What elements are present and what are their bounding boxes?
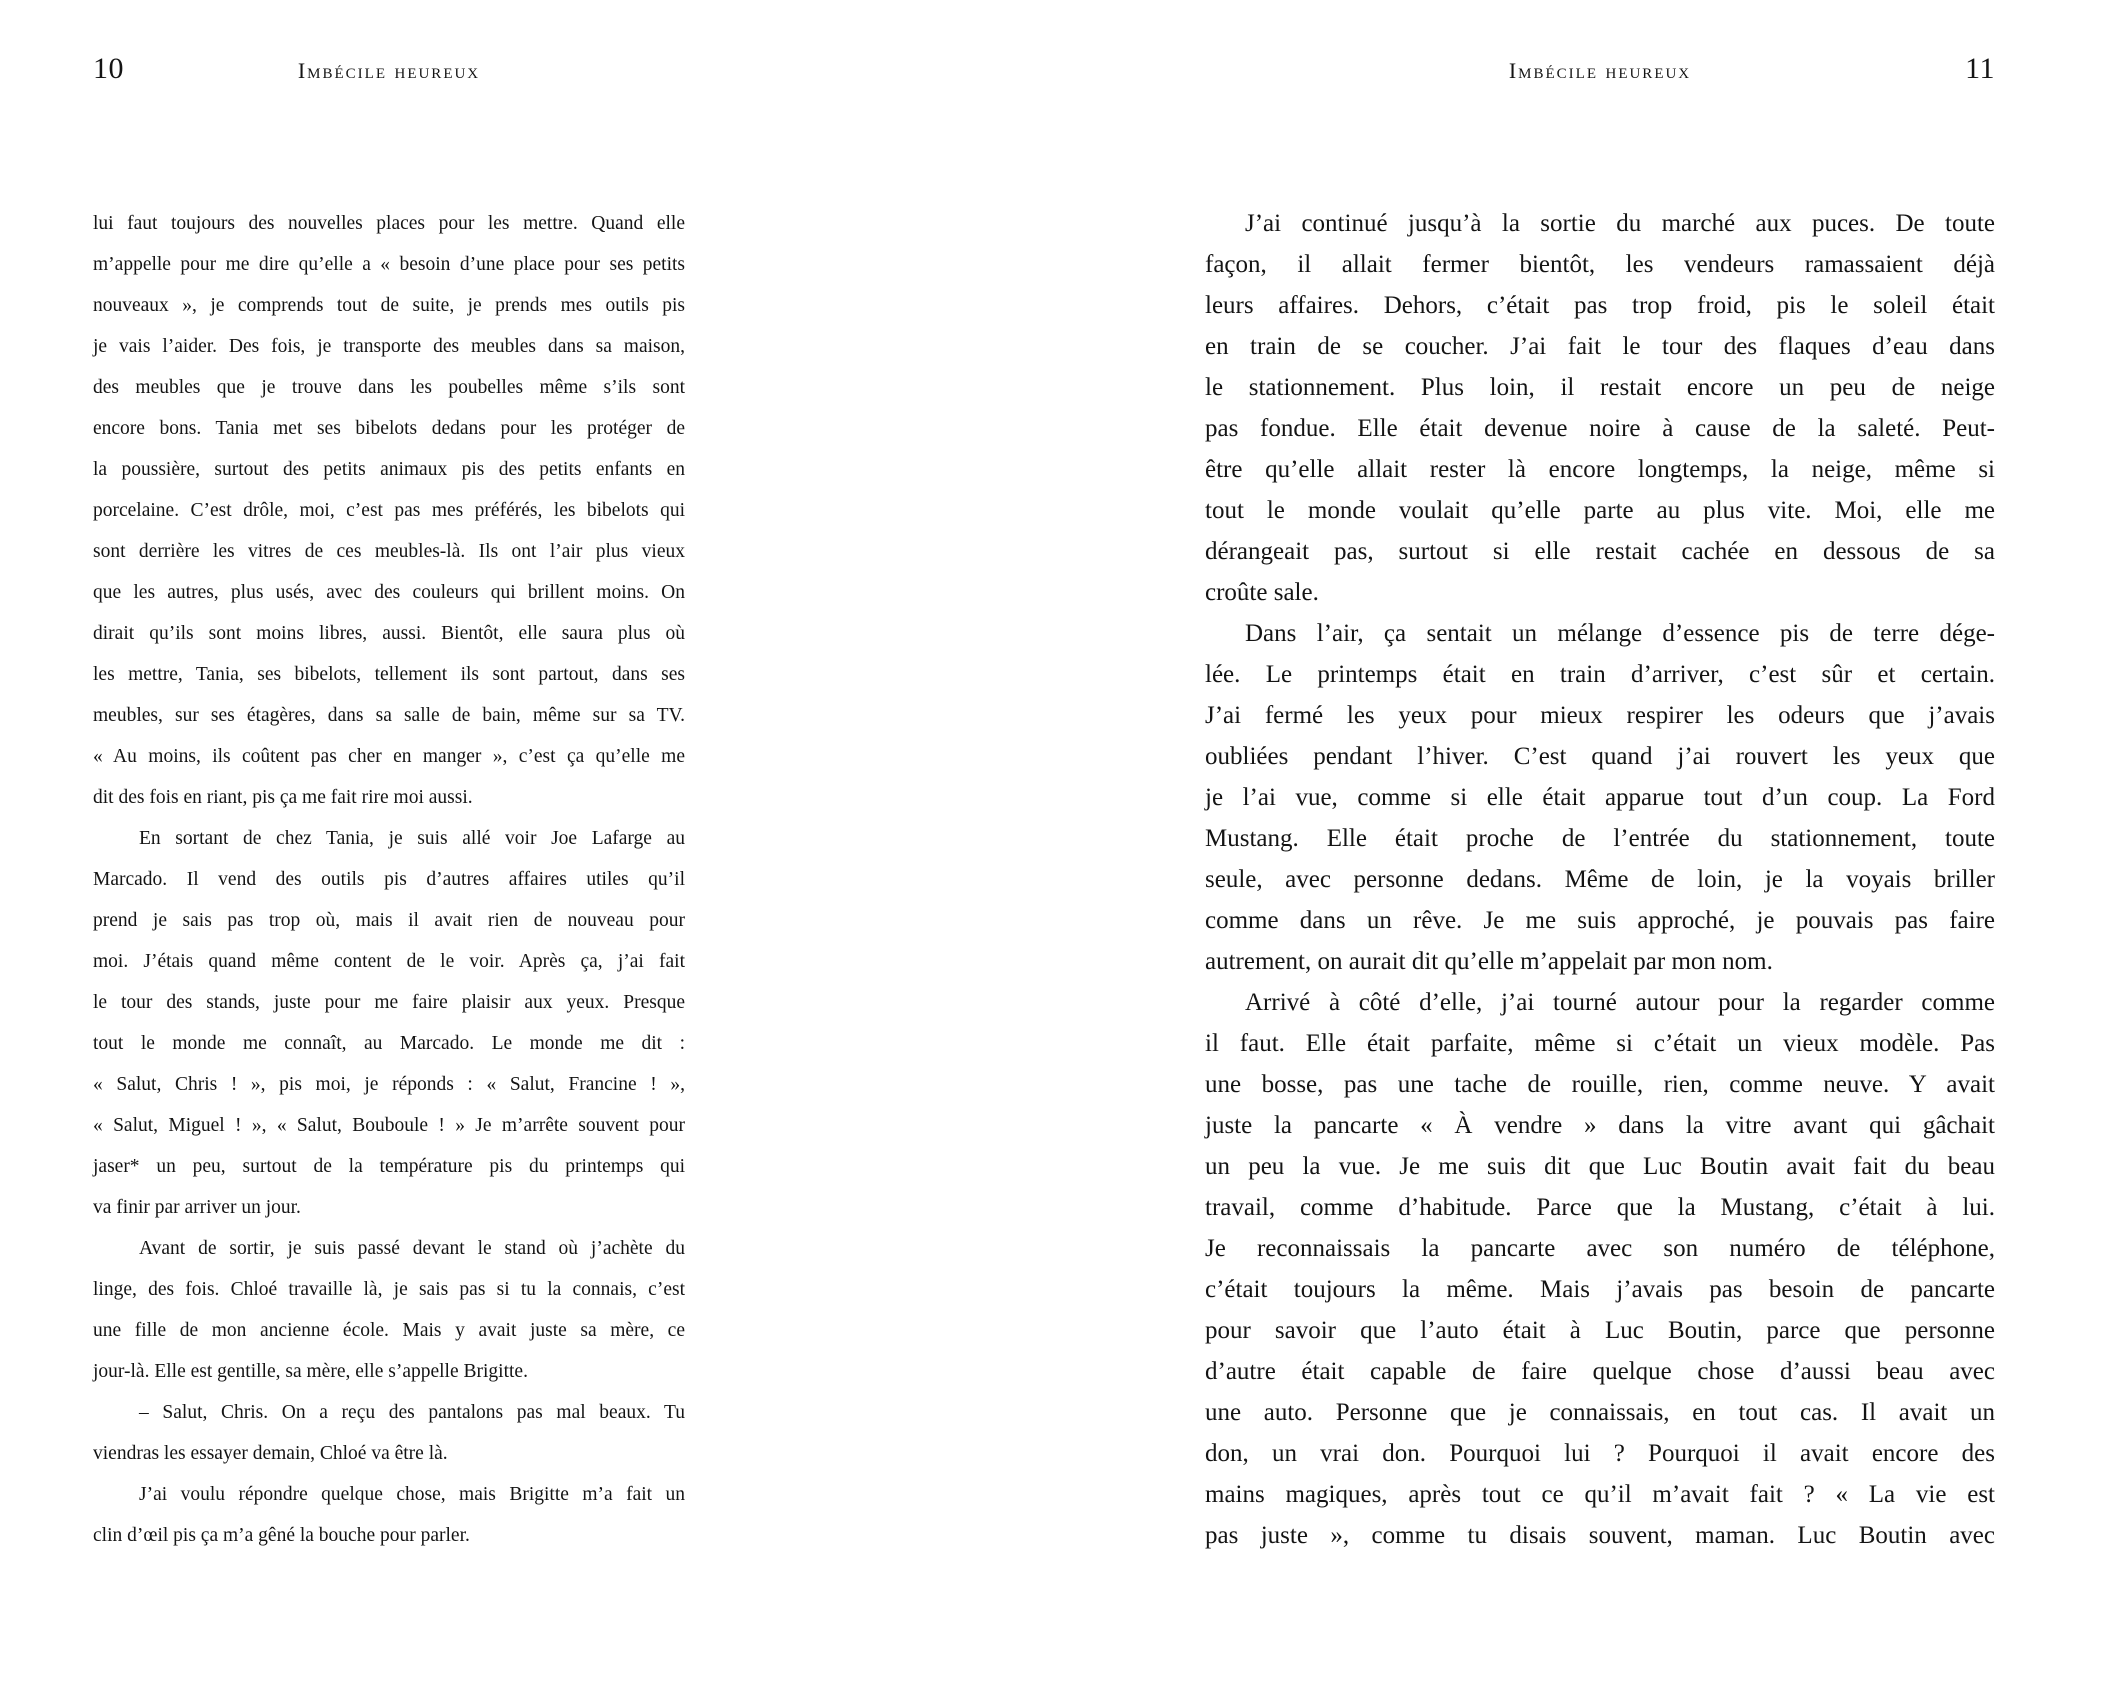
text-line: être qu’elle allait rester là encore longtemps, la neige, même si [1205, 456, 1995, 483]
running-title-right: Imbécile heureux [1508, 58, 1692, 83]
text-line: « Salut, Miguel ! », « Salut, Bouboule ! » Je m’arrête souvent pour [93, 1115, 685, 1136]
page-number-left: 10 [93, 52, 124, 85]
page-body-left [93, 203, 685, 1556]
text-line: comme dans un rêve. Je me suis approché, je pouvais pas faire [1205, 907, 1995, 934]
text-line: tout le monde voulait qu’elle parte au plus vite. Moi, elle me [1205, 497, 1995, 524]
page-header-left [93, 52, 685, 92]
text-line: le stationnement. Plus loin, il restait encore un peu de neige [1205, 374, 1995, 401]
paragraph [93, 1392, 685, 1474]
paragraph [1205, 982, 1995, 1556]
text-line: les mettre, Tania, ses bibelots, tellement ils sont partout, dans ses [93, 664, 685, 685]
page-left [93, 52, 685, 1556]
text-line: un peu la vue. Je me suis dit que Luc Boutin avait fait du beau [1205, 1153, 1995, 1180]
text-line: Dans l’air, ça sentait un mélange d’essence pis de terre dége- [1245, 620, 1995, 647]
text-line: une auto. Personne que je connaissais, en tout cas. Il avait un [1205, 1399, 1995, 1426]
text-line: Arrivé à côté d’elle, j’ai tourné autour pour la regarder comme [1245, 989, 1995, 1016]
text-line: il faut. Elle était parfaite, même si c’était un vieux modèle. Pas [1205, 1030, 1995, 1057]
text-line: oubliées pendant l’hiver. C’est quand j’ai rouvert les yeux que [1205, 743, 1995, 770]
text-line: prend je sais pas trop où, mais il avait rien de nouveau pour [93, 910, 685, 931]
text-line: va finir par arriver un jour. [93, 1197, 301, 1218]
text-line: tout le monde me connaît, au Marcado. Le monde me dit : [93, 1033, 685, 1054]
text-line: des meubles que je trouve dans les poubelles même s’ils sont [93, 377, 685, 398]
text-line: en train de se coucher. J’ai fait le tour des flaques d’eau dans [1205, 333, 1995, 360]
text-line: la poussière, surtout des petits animaux pis des petits enfants en [93, 459, 685, 480]
text-line: dérangeait pas, surtout si elle restait cachée en dessous de sa [1205, 538, 1995, 565]
text-line: Marcado. Il vend des outils pis d’autres affaires utiles qu’il [93, 869, 685, 890]
text-line: je vais l’aider. Des fois, je transporte des meubles dans sa maison, [93, 336, 685, 357]
text-line: J’ai voulu répondre quelque chose, mais Brigitte m’a fait un [139, 1484, 685, 1505]
text-line: c’était toujours la même. Mais j’avais pas besoin de pancarte [1205, 1276, 1995, 1303]
paragraph [93, 818, 685, 1228]
text-line: linge, des fois. Chloé travaille là, je sais pas si tu la connais, c’est [93, 1279, 685, 1300]
page-right [1205, 52, 1995, 1556]
text-line: une bosse, pas une tache de rouille, rien, comme neuve. Y avait [1205, 1071, 1995, 1098]
text-line: travail, comme d’habitude. Parce que la Mustang, c’était à lui. [1205, 1194, 1995, 1221]
page-number-right: 11 [1965, 52, 1995, 85]
text-line: pas juste », comme tu disais souvent, maman. Luc Boutin avec [1205, 1522, 1995, 1549]
text-line: croûte sale. [1205, 579, 1319, 606]
text-line: « Salut, Chris ! », pis moi, je réponds : « Salut, Francine ! », [93, 1074, 685, 1095]
text-line: jaser* un peu, surtout de la température pis du printemps qui [93, 1156, 685, 1177]
text-line: clin d’œil pis ça m’a gêné la bouche pour parler. [93, 1525, 470, 1546]
text-line: – Salut, Chris. On a reçu des pantalons pas mal beaux. Tu [139, 1402, 685, 1423]
paragraph [1205, 203, 1995, 613]
text-line: juste la pancarte « À vendre » dans la vitre avant qui gâchait [1205, 1112, 1995, 1139]
running-title-left: Imbécile heureux [297, 58, 481, 83]
text-line: une fille de mon ancienne école. Mais y avait juste sa mère, ce [93, 1320, 685, 1341]
text-line: sont derrière les vitres de ces meubles-là. Ils ont l’air plus vieux [93, 541, 685, 562]
text-line: d’autre était capable de faire quelque chose d’aussi beau avec [1205, 1358, 1995, 1385]
text-line: « Au moins, ils coûtent pas cher en manger », c’est ça qu’elle me [93, 746, 685, 767]
text-line: J’ai fermé les yeux pour mieux respirer les odeurs que j’avais [1205, 702, 1995, 729]
text-line: leurs affaires. Dehors, c’était pas trop froid, pis le soleil était [1205, 292, 1995, 319]
text-line: mains magiques, après tout ce qu’il m’avait fait ? « La vie est [1205, 1481, 1995, 1508]
text-line: Mustang. Elle était proche de l’entrée du stationnement, toute [1205, 825, 1995, 852]
text-line: m’appelle pour me dire qu’elle a « besoin d’une place pour ses petits [93, 254, 685, 275]
text-line: encore bons. Tania met ses bibelots dedans pour les protéger de [93, 418, 685, 439]
text-line: Je reconnaissais la pancarte avec son numéro de téléphone, [1205, 1235, 1995, 1262]
text-line: don, un vrai don. Pourquoi lui ? Pourquoi il avait encore des [1205, 1440, 1995, 1467]
paragraph [93, 1474, 685, 1556]
page-header-right [1205, 52, 1995, 92]
text-line: Avant de sortir, je suis passé devant le stand où j’achète du [139, 1238, 685, 1259]
page-body-right [1205, 203, 1995, 1556]
text-line: pas fondue. Elle était devenue noire à cause de la saleté. Peut- [1205, 415, 1995, 442]
text-line: porcelaine. C’est drôle, moi, c’est pas mes préférés, les bibelots qui [93, 500, 685, 521]
text-line: autrement, on aurait dit qu’elle m’appelait par mon nom. [1205, 948, 1773, 975]
paragraph [93, 1228, 685, 1392]
text-line: dirait qu’ils sont moins libres, aussi. Bientôt, elle saura plus où [93, 623, 685, 644]
text-line: En sortant de chez Tania, je suis allé voir Joe Lafarge au [139, 828, 685, 849]
text-line: jour-là. Elle est gentille, sa mère, elle s’appelle Brigitte. [93, 1361, 528, 1382]
text-line: seule, avec personne dedans. Même de loin, je la voyais briller [1205, 866, 1995, 893]
text-line: lée. Le printemps était en train d’arriver, c’est sûr et certain. [1205, 661, 1995, 688]
paragraph [93, 203, 685, 818]
text-line: dit des fois en riant, pis ça me fait rire moi aussi. [93, 787, 473, 808]
text-line: moi. J’étais quand même content de le voir. Après ça, j’ai fait [93, 951, 685, 972]
text-line: je l’ai vue, comme si elle était apparue tout d’un coup. La Ford [1205, 784, 1995, 811]
text-line: nouveaux », je comprends tout de suite, je prends mes outils pis [93, 295, 685, 316]
text-line: le tour des stands, juste pour me faire plaisir aux yeux. Presque [93, 992, 685, 1013]
text-line: meubles, sur ses étagères, dans sa salle de bain, même sur sa TV. [93, 705, 685, 726]
text-line: J’ai continué jusqu’à la sortie du marché aux puces. De toute [1245, 210, 1995, 237]
text-line: façon, il allait fermer bientôt, les vendeurs ramassaient déjà [1205, 251, 1995, 278]
text-line: viendras les essayer demain, Chloé va être là. [93, 1443, 448, 1464]
text-line: que les autres, plus usés, avec des couleurs qui brillent moins. On [93, 582, 685, 603]
text-line: lui faut toujours des nouvelles places pour les mettre. Quand elle [93, 213, 685, 234]
text-line: pour savoir que l’auto était à Luc Boutin, parce que personne [1205, 1317, 1995, 1344]
paragraph [1205, 613, 1995, 982]
